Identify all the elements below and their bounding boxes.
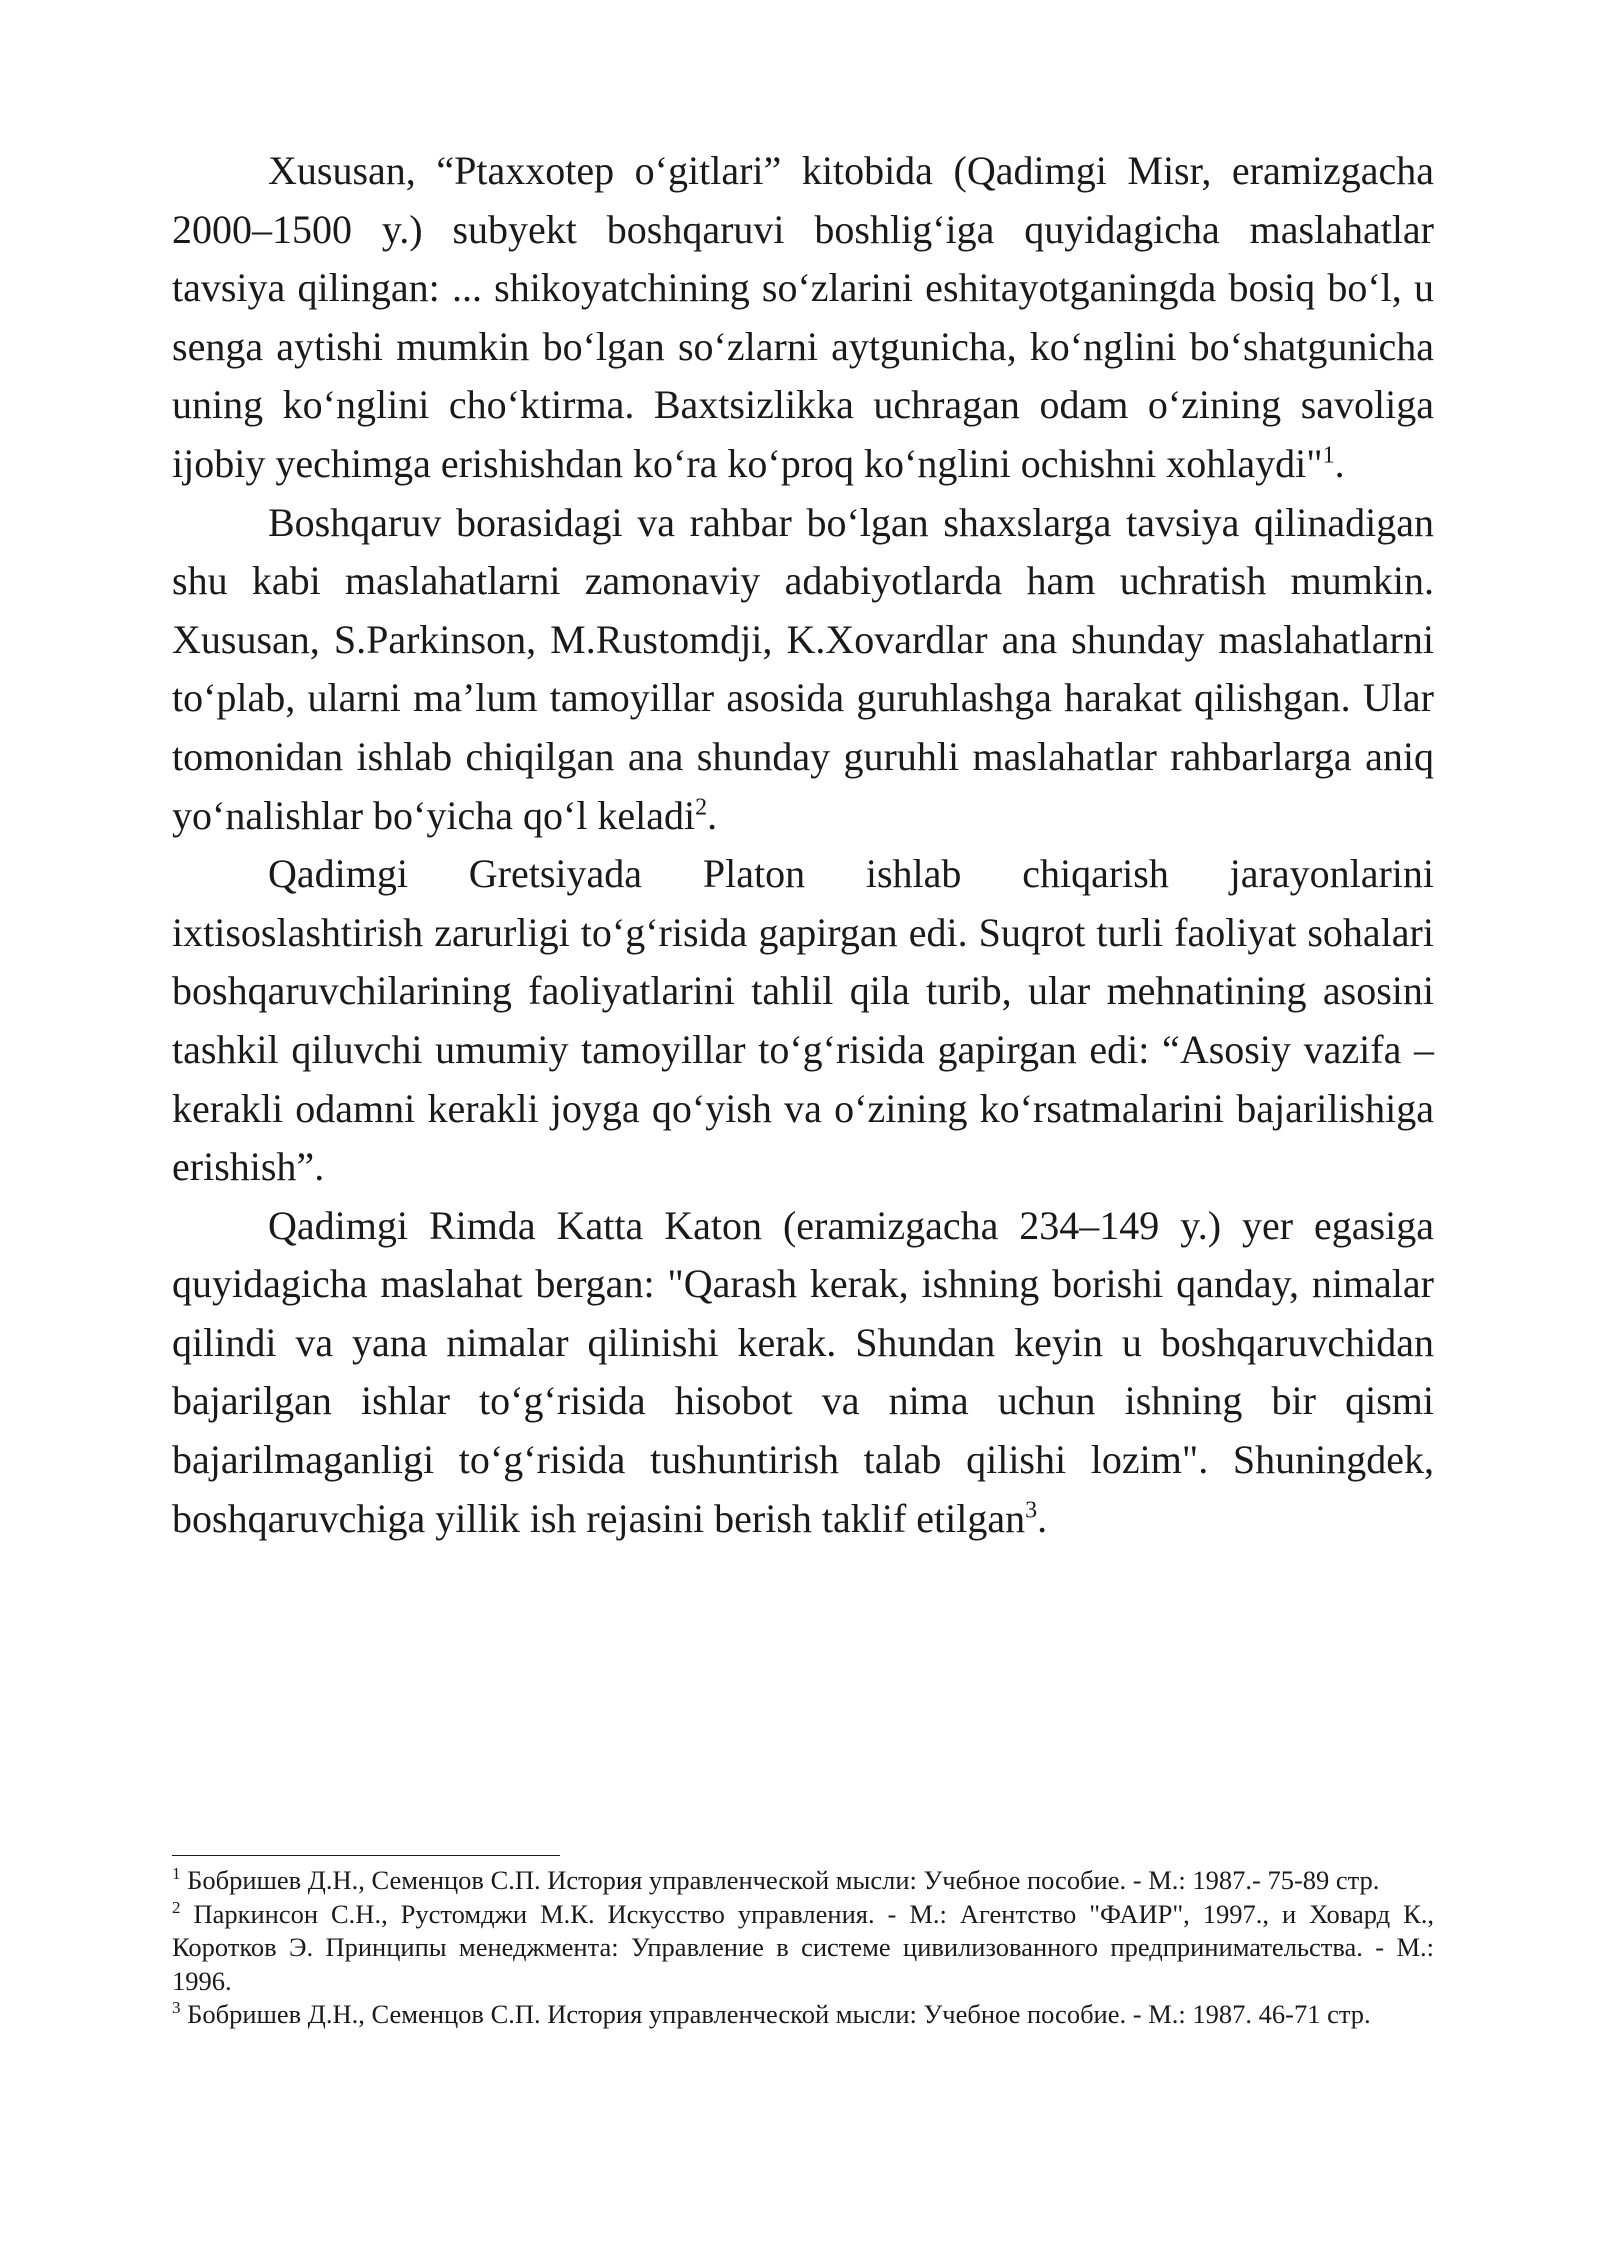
footnote-text: Паркинсон С.Н., Рустомджи М.К. Искусство управления. - М.: Агентство "ФАИР", 1997., и Ховард К., Коротков Э. Принципы менеджмента: Управление в системе цивилизованного предпринимательства. - М.: 1996. [172,1898,1434,1996]
paragraph-modern-literature [172,494,1434,846]
paragraph-text: Boshqaruv borasidagi va rahbar bo‘lgan shaxslarga tavsiya qilinadigan shu kabi maslahatlarni zamonaviy adabiyotlarda ham uchratish mumkin. Xususan, S.Parkinson, M.Rustomdji, K.Xovardlar ana shunday maslahatlarni to‘plab, ularni ma’lum tamoyillar asosida guruhlashga harakat qilishgan. Ular tomonidan ishlab chiqilgan ana shunday guruhli maslahatlar rahbarlarga aniq yo‘nalishlar bo‘yicha qo‘l keladi [172,499,1434,838]
main-text [172,142,1434,1548]
paragraph-ptaxxotep [172,142,1434,494]
paragraph-text: Xususan, “Ptaxxotep o‘gitlari” kitobida (Qadimgi Misr, eramizgacha 2000–1500 y.) subyekt boshqaruvi boshlig‘iga quyidagicha maslahatlar tavsiya qilingan: ... shikoyatchining so‘zlarini eshitayotganingda bosiq bo‘l, u senga aytishi mumkin bo‘lgan so‘zlarni aytgunicha, ko‘nglini bo‘shatgunicha uning ko‘nglini cho‘ktirma. Baxtsizlikka uchragan odam o‘zining savoliga ijobiy yechimga erishishdan ko‘ra ko‘proq ko‘nglini ochishni xohlaydi" [172,148,1434,486]
footnote-separator [172,1855,560,1856]
footnote-reference[interactable]: 2 [695,794,708,821]
footnote-2 [172,1898,1434,1999]
footnote-number: 2 [172,1897,181,1917]
footnotes-section [172,1864,1434,2032]
paragraph-tail: . [1037,1495,1048,1541]
paragraph-text: Qadimgi Gretsiyada Platon ishlab chiqarish jarayonlarini ixtisoslashtirish zarurligi to‘g‘risida gapirgan edi. Suqrot turli faoliyat sohalari boshqaruvchilarining faoliyatlarini tahlil qila turib, ular mehnatining asosini tashkil qiluvchi umumiy tamoyillar to‘g‘risida gapirgan edi: “Asosiy vazifa – kerakli odamni kerakli joyga qo‘yish va o‘zining ko‘rsatmalarini bajarilishiga erishish”. [172,851,1434,1190]
paragraph-tail: . [1334,440,1345,486]
paragraph-tail: . [707,792,718,838]
footnote-number: 1 [172,1864,181,1884]
paragraph-ancient-greece [172,845,1434,1197]
footnote-3 [172,1998,1434,2032]
footnote-1 [172,1864,1434,1898]
footnote-reference[interactable]: 3 [1025,1497,1038,1524]
paragraph-ancient-rome [172,1197,1434,1549]
paragraph-text: Qadimgi Rimda Katta Katon (eramizgacha 234–149 y.) yer egasiga quyidagicha maslahat bergan: "Qarash kerak, ishning borishi qanday, nimalar qilindi va yana nimalar qilinishi kerak. Shundan keyin u boshqaruvchidan bajarilgan ishlar to‘g‘risida hisobot va nima uchun ishning bir qismi bajarilmaganligi to‘g‘risida tushuntirish talab qilishi lozim". Shuningdek, boshqaruvchiga yillik ish rejasini berish taklif etilgan [172,1202,1434,1541]
footnote-number: 3 [172,1998,181,2018]
footnote-text: Бобришев Д.Н., Семенцов С.П. История управленческой мысли: Учебное пособие. - М.: 1987. 46-71 стр. [180,1999,1371,2030]
footnote-text: Бобришев Д.Н., Семенцов С.П. История управленческой мысли: Учебное пособие. - М.: 1987.- 75-89 стр. [180,1865,1380,1895]
footnote-reference[interactable]: 1 [1322,442,1335,469]
